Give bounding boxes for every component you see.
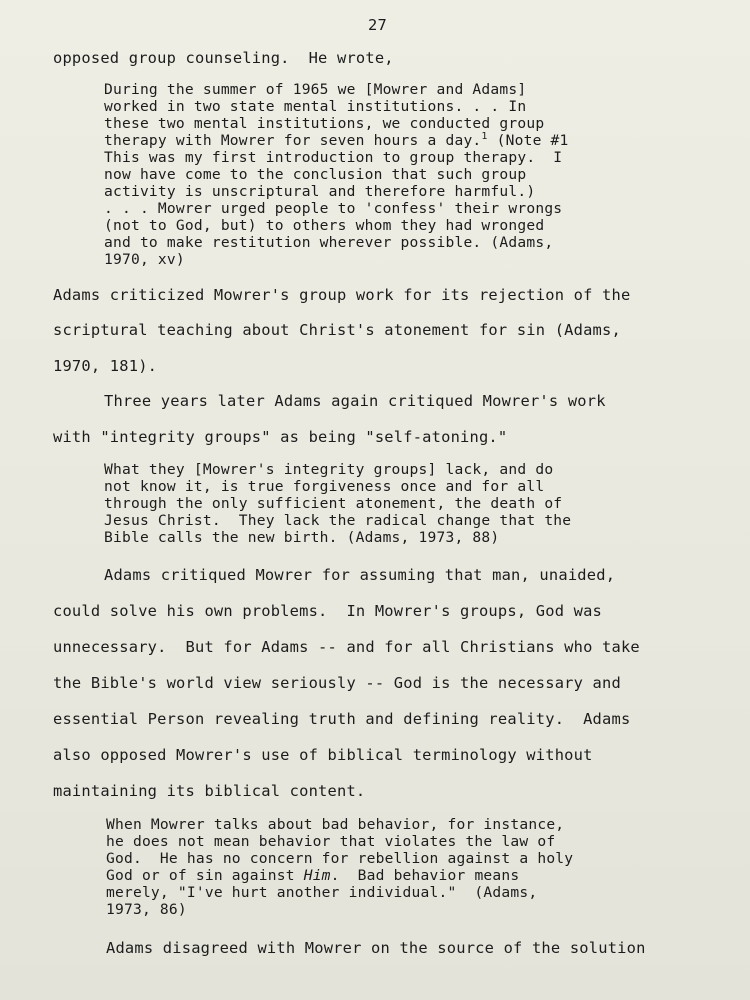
- quote-line: now have come to the conclusion that such group: [104, 166, 527, 183]
- body-line: Adams criticized Mowrer's group work for its rejection of the: [53, 286, 631, 304]
- quote-line: he does not mean behavior that violates the law of: [106, 833, 556, 850]
- quote-line: merely, "I've hurt another individual." (Adams,: [106, 884, 538, 901]
- quote-line: 1973, 86): [106, 901, 187, 918]
- body-line: also opposed Mowrer's use of biblical terminology without: [53, 746, 593, 764]
- quote-line: not know it, is true forgiveness once and for all: [104, 478, 545, 495]
- emphasis-text: Him: [303, 867, 331, 884]
- quote-line: Bible calls the new birth. (Adams, 1973, 88): [104, 529, 500, 546]
- quote-line: and to make restitution wherever possible. (Adams,: [104, 234, 554, 251]
- quote-line: During the summer of 1965 we [Mowrer and Adams]: [104, 81, 527, 98]
- quote-line: [104, 132, 569, 149]
- quote-line: activity is unscriptural and therefore harmful.): [104, 183, 536, 200]
- body-line: Adams disagreed with Mowrer on the source of the solution: [106, 939, 646, 957]
- quote-line: (not to God, but) to others whom they had wronged: [104, 217, 545, 234]
- page-number: 27: [368, 16, 387, 34]
- quote-text: (Note #1: [487, 132, 569, 149]
- body-line: scriptural teaching about Christ's atonement for sin (Adams,: [53, 321, 621, 339]
- quote-line: What they [Mowrer's integrity groups] lack, and do: [104, 461, 554, 478]
- body-line: unnecessary. But for Adams -- and for all Christians who take: [53, 638, 640, 656]
- quote-line: worked in two state mental institutions. . . In: [104, 98, 527, 115]
- quote-line: these two mental institutions, we conducted group: [104, 115, 545, 132]
- body-line: opposed group counseling. He wrote,: [53, 49, 394, 67]
- quote-text: God or of sin against: [106, 867, 304, 884]
- footnote-marker: 1: [481, 131, 488, 142]
- body-line: could solve his own problems. In Mowrer's groups, God was: [53, 602, 603, 620]
- quote-line: When Mowrer talks about bad behavior, for instance,: [106, 816, 565, 833]
- body-line: Adams critiqued Mowrer for assuming that man, unaided,: [104, 566, 616, 584]
- body-line: 1970, 181).: [53, 357, 158, 375]
- quote-line: This was my first introduction to group therapy. I: [104, 149, 563, 166]
- quote-line: Jesus Christ. They lack the radical change that the: [104, 512, 572, 529]
- quote-line: through the only sufficient atonement, the death of: [104, 495, 563, 512]
- body-line: essential Person revealing truth and defining reality. Adams: [53, 710, 631, 728]
- quote-text: . Bad behavior means: [330, 867, 520, 884]
- quote-line: [106, 867, 519, 884]
- quote-line: God. He has no concern for rebellion against a holy: [106, 850, 574, 867]
- body-line: the Bible's world view seriously -- God is the necessary and: [53, 674, 621, 692]
- quote-line: 1970, xv): [104, 251, 185, 268]
- body-line: maintaining its biblical content.: [53, 782, 366, 800]
- body-line: Three years later Adams again critiqued Mowrer's work: [104, 392, 606, 410]
- quote-text: therapy with Mowrer for seven hours a day.: [104, 132, 482, 149]
- quote-line: . . . Mowrer urged people to 'confess' their wrongs: [104, 200, 563, 217]
- body-line: with "integrity groups" as being "self-atoning.": [53, 428, 508, 446]
